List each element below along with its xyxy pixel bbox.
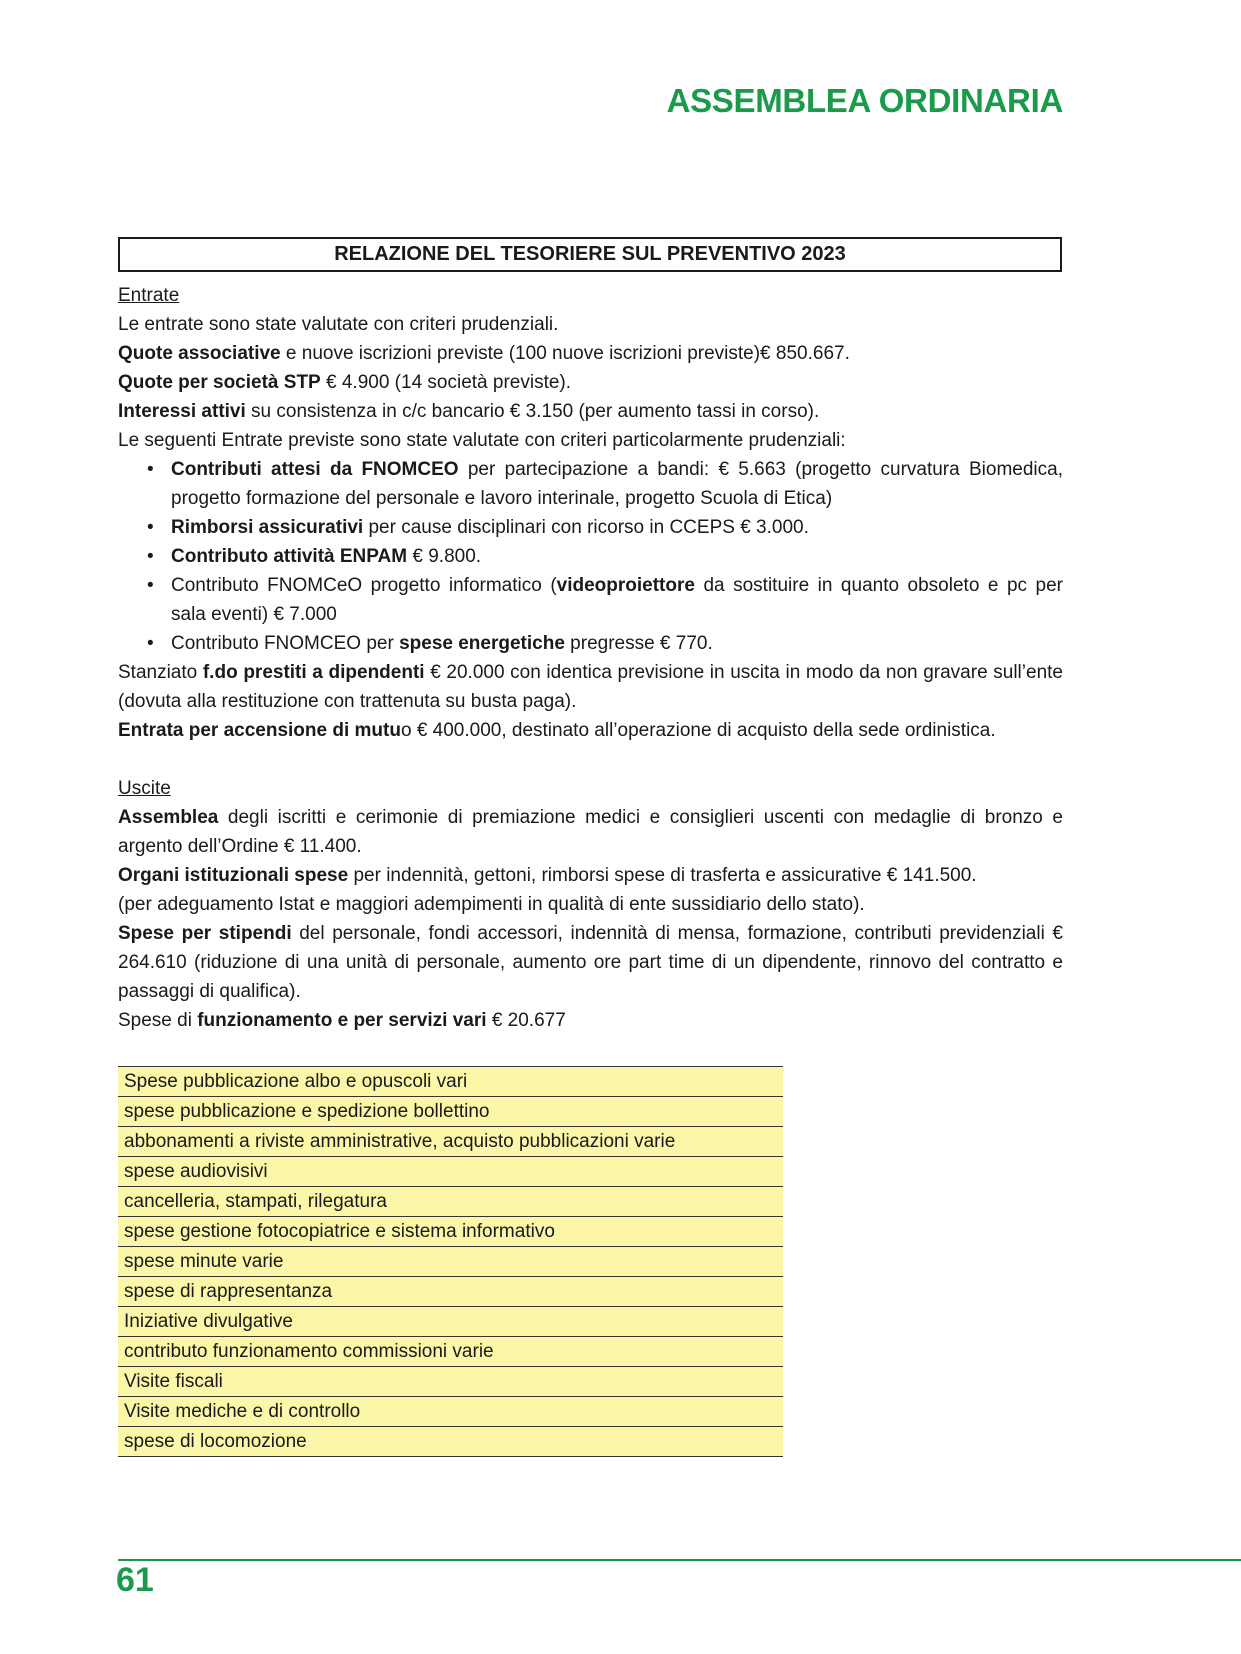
list-item	[171, 455, 1063, 513]
entrate-intro: Le entrate sono state valutate con criteri prudenziali.	[118, 314, 559, 335]
section-title-box	[118, 237, 1062, 272]
table-cell: Visite mediche e di controllo	[118, 1397, 783, 1427]
table-row	[118, 1397, 783, 1427]
table-row	[118, 1217, 783, 1247]
interessi-text: su consistenza in c/c bancario € 3.150 (per aumento tassi in corso).	[245, 401, 820, 422]
entrate-seguenti: Le seguenti Entrate previste sono state valutate con criteri particolarmente prudenziali:	[118, 430, 846, 451]
bullet-text: Contributo FNOMCEO per	[171, 633, 400, 654]
quote-stp-label: Quote per società STP	[118, 372, 321, 393]
table-row	[118, 1127, 783, 1157]
table-cell: spese di rappresentanza	[118, 1277, 783, 1307]
fdo-text: Stanziato	[118, 662, 203, 683]
bullet-label: spese energetiche	[399, 633, 565, 654]
table-cell: cancelleria, stampati, rilegatura	[118, 1187, 783, 1217]
funzionamento-paragraph	[118, 1006, 1063, 1035]
table-cell: Iniziative divulgative	[118, 1307, 783, 1337]
table-row	[118, 1307, 783, 1337]
stipendi-label: Spese per stipendi	[118, 923, 292, 944]
table-row	[118, 1157, 783, 1187]
table-cell: contributo funzionamento commissioni varie	[118, 1337, 783, 1367]
table-cell: spese minute varie	[118, 1247, 783, 1277]
assemblea-paragraph	[118, 803, 1063, 861]
page-header-title: ASSEMBLEA ORDINARIA	[666, 82, 1063, 119]
table-row	[118, 1367, 783, 1397]
table-cell: spese di locomozione	[118, 1427, 783, 1457]
assemblea-label: Assemblea	[118, 807, 219, 828]
bullet-text: da sostituire in quanto obsoleto e pc per sala eventi) € 7.000	[171, 575, 1063, 625]
bullet-label: Contributo attività ENPAM	[171, 546, 408, 567]
bullet-text: € 9.800.	[407, 546, 482, 567]
entrate-bullet-list	[118, 455, 1063, 658]
table-cell: Spese pubblicazione albo e opuscoli vari	[118, 1067, 783, 1097]
entrate-heading: Entrate	[118, 285, 180, 306]
table-cell: Visite fiscali	[118, 1367, 783, 1397]
mutuo-paragraph	[118, 716, 1063, 745]
mutuo-label: Entrata per accensione di mutu	[118, 720, 401, 741]
quote-associative-text: e nuove iscrizioni previste (100 nuove iscrizioni previste)€ 850.667.	[280, 343, 850, 364]
bullet-label: Contributi attesi da FNOMCEO	[171, 459, 459, 480]
fdo-prestiti-paragraph	[118, 658, 1063, 716]
footer-divider	[118, 1559, 1241, 1561]
organi-note: (per adeguamento Istat e maggiori adempimenti in qualità di ente sussidiario dello stato).	[118, 894, 865, 915]
uscite-heading: Uscite	[118, 778, 171, 799]
table-row	[118, 1427, 783, 1457]
list-item	[171, 571, 1063, 629]
list-item	[171, 629, 1063, 658]
fdo-text: € 20.000 con identica previsione in uscita in modo da non gravare sull’ente (dovuta alla restituzione con trattenuta su busta paga).	[118, 662, 1063, 712]
stipendi-text: del personale, fondi accessori, indennità di mensa, formazione, contributi previdenziali € 264.610 (riduzione di una unità di personale, aumento ore part time di un dipendente, rinnovo del contratto e passaggi di qualifica).	[118, 923, 1063, 1002]
report-body	[118, 281, 1063, 1035]
quote-associative-paragraph	[118, 339, 1063, 368]
quote-associative-label: Quote associative	[118, 343, 281, 364]
table-row	[118, 1277, 783, 1307]
stipendi-paragraph	[118, 919, 1063, 1006]
organi-label: Organi istituzionali spese	[118, 865, 349, 886]
funzionamento-label: funzionamento e per servizi vari	[197, 1010, 487, 1031]
list-item	[171, 542, 1063, 571]
assemblea-text: degli iscritti e cerimonie di premiazione medici e consiglieri uscenti con medaglie di bronzo e argento dell’Ordine € 11.400.	[118, 807, 1063, 857]
fdo-label: f.do prestiti a dipendenti	[202, 662, 425, 683]
table-cell: abbonamenti a riviste amministrative, acquisto pubblicazioni varie	[118, 1127, 783, 1157]
funzionamento-text: € 20.677	[486, 1010, 566, 1031]
bullet-text: per partecipazione a bandi: € 5.663 (progetto curvatura Biomedica, progetto formazione del personale e lavoro interinale, progetto Scuola di Etica)	[171, 459, 1063, 509]
spese-funzionamento-table	[118, 1066, 783, 1457]
bullet-label: Rimborsi assicurativi	[171, 517, 364, 538]
quote-stp-text: € 4.900 (14 società previste).	[320, 372, 572, 393]
funzionamento-text: Spese di	[118, 1010, 198, 1031]
table-row	[118, 1067, 783, 1097]
bullet-text: pregresse € 770.	[564, 633, 713, 654]
table-cell: spese pubblicazione e spedizione bollettino	[118, 1097, 783, 1127]
page-number: 61	[116, 1561, 154, 1599]
table-row	[118, 1187, 783, 1217]
bullet-label: videoproiettore	[556, 575, 695, 596]
table-cell: spese audiovisivi	[118, 1157, 783, 1187]
bullet-text: per cause disciplinari con ricorso in CCEPS € 3.000.	[363, 517, 809, 538]
interessi-label: Interessi attivi	[118, 401, 246, 422]
bullet-text: Contributo FNOMCeO progetto informatico (	[171, 575, 557, 596]
spacer	[118, 745, 1063, 774]
quote-stp-paragraph	[118, 368, 1063, 397]
table-row	[118, 1097, 783, 1127]
interessi-paragraph	[118, 397, 1063, 426]
table-row	[118, 1337, 783, 1367]
list-item	[171, 513, 1063, 542]
section-title: RELAZIONE DEL TESORIERE SUL PREVENTIVO 2023	[334, 243, 846, 265]
table-cell: spese gestione fotocopiatrice e sistema informativo	[118, 1217, 783, 1247]
table-row	[118, 1247, 783, 1277]
mutuo-text: o € 400.000, destinato all’operazione di acquisto della sede ordinistica.	[400, 720, 996, 741]
organi-paragraph	[118, 861, 1063, 890]
organi-text: per indennità, gettoni, rimborsi spese di trasferta e assicurative € 141.500.	[348, 865, 977, 886]
